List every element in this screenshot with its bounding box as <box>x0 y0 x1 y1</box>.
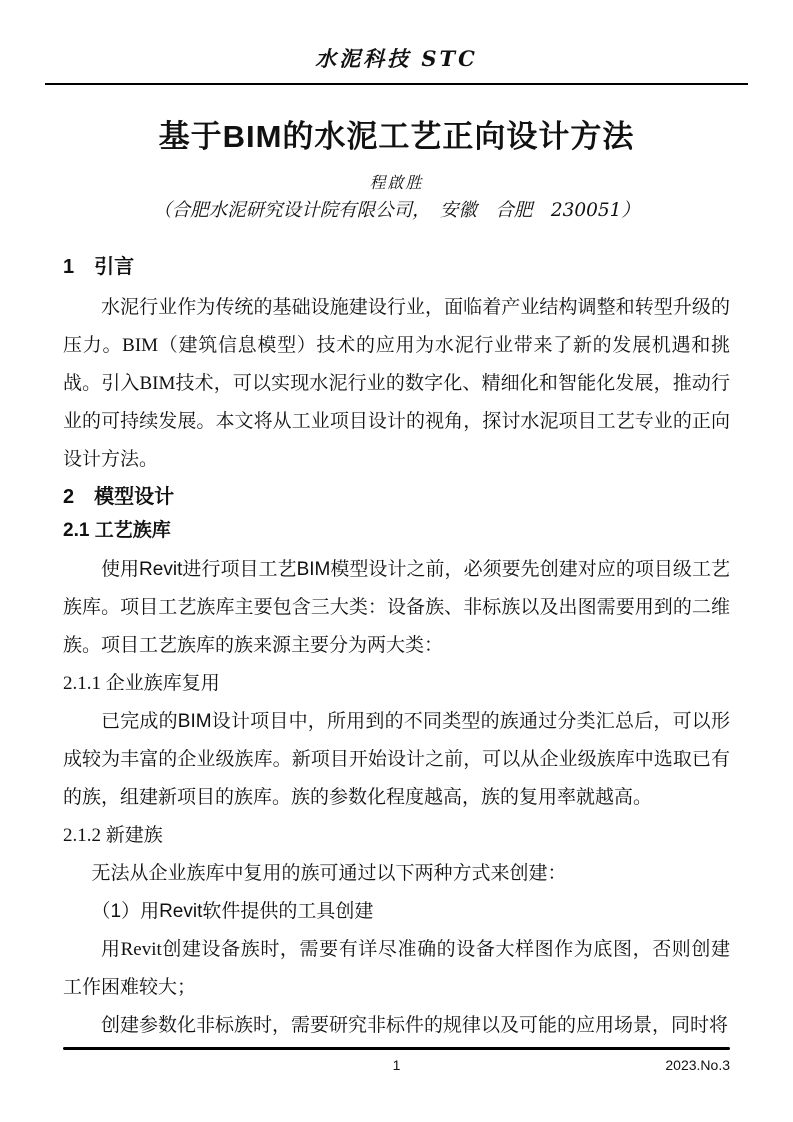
paragraph-introduction: 水泥行业作为传统的基础设施建设行业，面临着产业结构调整和转型升级的压力。BIM（建筑信息模型）技术的应用为水泥行业带来了新的发展机遇和挑战。引入BIM技术，可以实现水泥行业的数字化、精细化和智能化发展，推动行业的可持续发展。本文将从工业项目设计的视角，探讨水泥项目工艺专业的正向设计方法。 <box>63 297 730 471</box>
subsubsection-heading-enterprise-library-reuse: 2.1.1 企业族库复用 <box>63 673 220 695</box>
footer-rule <box>63 1047 730 1050</box>
article-author: 程啟胜 <box>369 173 424 193</box>
paragraph-revit-equipment-family: 用Revit创建设备族时，需要有详尽准确的设备大样图作为底图，否则创建工作困难较大； <box>63 939 730 999</box>
footer-page-number: 1 <box>392 1057 401 1073</box>
journal-header-title: 水泥科技 STC <box>315 46 478 71</box>
article-title: 基于BIM的水泥工艺正向设计方法 <box>158 119 635 155</box>
paragraph-enterprise-library-reuse: 已完成的BIM设计项目中，所用到的不同类型的族通过分类汇总后，可以形成较为丰富的企业级族库。新项目开始设计之前，可以从企业级族库中选取已有的族，组建新项目的族库。族的参数化程度越高，族的复用率就越高。 <box>63 711 730 809</box>
subsubsection-heading-new-family: 2.1.2 新建族 <box>63 825 163 847</box>
page-content <box>0 46 793 1045</box>
paragraph-new-family-method-1: （1）用Revit软件提供的工具创建 <box>91 901 374 923</box>
header-rule <box>45 83 748 85</box>
subsection-heading-process-family-library: 2.1 工艺族库 <box>63 520 171 542</box>
section-heading-introduction: 1 引言 <box>63 256 135 279</box>
footer <box>63 1054 730 1076</box>
paragraph-new-family-intro: 无法从企业族库中复用的族可通过以下两种方式来创建： <box>91 863 567 885</box>
paragraph-family-library: 使用Revit进行项目工艺BIM模型设计之前，必须要先创建对应的项目级工艺族库。项目工艺族库主要包含三大类：设备族、非标族以及出图需要用到的二维族。项目工艺族库的族来源主要分为两大类： <box>63 559 730 657</box>
paragraph-parametric-nonstandard-family: 创建参数化非标族时，需要研究非标件的规律以及可能的应用场景，同时将 <box>101 1015 729 1037</box>
article-affiliation: （合肥水泥研究设计院有限公司， 安徽 合肥 230051） <box>153 200 640 222</box>
footer-issue-label: 2023.No.3 <box>665 1057 730 1073</box>
section-heading-model-design: 2 模型设计 <box>63 486 175 509</box>
